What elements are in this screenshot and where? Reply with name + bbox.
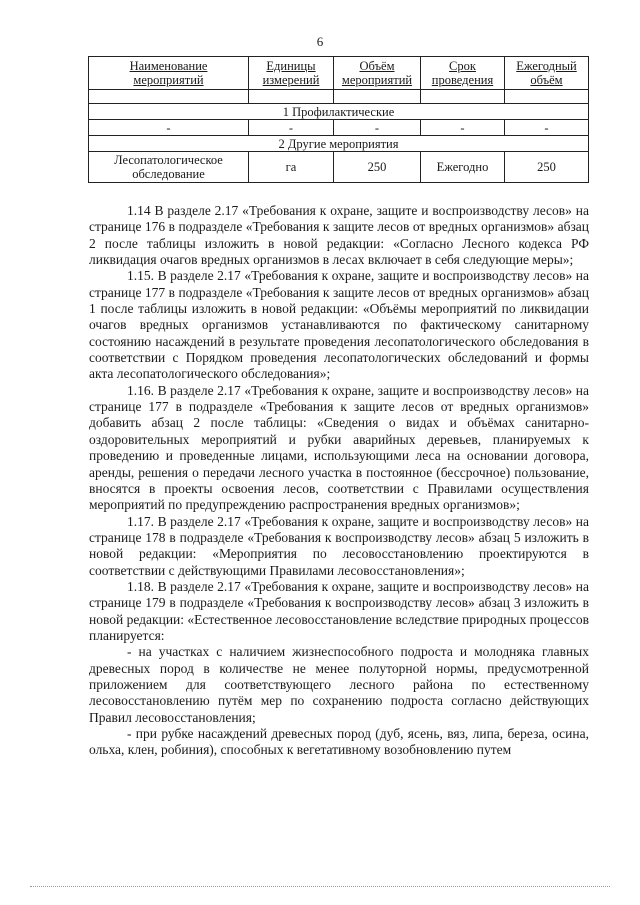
table-cell: - [505,120,589,136]
measures-table [88,56,589,183]
header-annual: Ежегодный объём [505,57,589,90]
table-cell: - [334,120,421,136]
table-cell: - [89,120,249,136]
section-title: 1 Профилактические [89,104,589,120]
paragraph: 1.17. В разделе 2.17 «Требования к охране, защите и воспроизводству лесов» на странице 178 в подразделе «Требования к воспроизводству лесов» абзац 5 изложить в новой редакции: «Мероприятия по лесовосстановлению проектируются в соответствии с действующими Правилами лесовосстановления»; [89,513,589,578]
table-header-row [89,57,589,90]
table-cell: - [249,120,334,136]
header-term: Срок проведения [421,57,505,90]
header-units: Единицы измерений [249,57,334,90]
table-section-row [89,136,589,152]
section-title: 2 Другие мероприятия [89,136,589,152]
table-cell: га [249,152,334,183]
table-cell: Лесопатологическое обследование [89,152,249,183]
header-name: Наименование мероприятий [89,57,249,90]
paragraph: 1.14 В разделе 2.17 «Требования к охране, защите и воспроизводству лесов» на странице 176 в подразделе «Требования к защите лесов от вредных организмов» абзац 2 после таблицы изложить в новой редакции: «Согласно Лесного кодекса РФ ликвидация очагов вредных организмов в лесах включает в себя следующие меры»; [89,203,589,268]
header-volume: Объём мероприятий [334,57,421,90]
list-item: - при рубке насаждений древесных пород (дуб, ясень, вяз, липа, береза, осина, ольха, клен, робиния), способных к вегетативному возобновлению путем [89,726,589,758]
table-cell: 250 [505,152,589,183]
table-cell: Ежегодно [421,152,505,183]
paragraph: 1.15. В разделе 2.17 «Требования к охране, защите и воспроизводству лесов» на странице 177 в подразделе «Требования к защите лесов от вредных организмов» абзац 1 после таблицы изложить в новой редакции: «Объёмы мероприятий по ликвидации очагов вредных организмов устанавливаются по фактическому санитарному состоянию насаждений в результате проведения лесопатологического обследования в соответствии с Порядком проведения лесопатологических обследований и формы акта лесопатологического обследования»; [89,268,589,382]
list-item: - на участках с наличием жизнеспособного подроста и молодняка главных древесных пород в количестве не менее полуторной нормы, предусмотренной приложением для соответствующего лесного района по естественному лесовосстановлению путём мер по сохранению подроста согласно действующих Правил лесовосстановления; [89,644,589,725]
paragraph: 1.16. В разделе 2.17 «Требования к охране, защите и воспроизводству лесов» на странице 177 в подразделе «Требования к защите лесов от вредных организмов» добавить абзац 2 после таблицы: «Сведения о видах и объёмах санитарно-оздоровительных мероприятий и рубки аварийных деревьев, планируемых к проведению и проведенные лицами, использующими леса на основании договора, аренды, решения о передачи лесного участка в постоянное (бессрочное) пользование, вносятся в проекты освоения лесов, соответствии с Правилами осуществления мероприятий по предупреждению распространения вредных организмов»; [89,382,589,513]
page-number: 6 [316,34,324,49]
table-section-row [89,104,589,120]
footer-divider [30,886,610,887]
table-row [89,152,589,183]
table-spacer-row [89,90,589,104]
paragraph: 1.18. В разделе 2.17 «Требования к охране, защите и воспроизводству лесов» на странице 179 в подразделе «Требования к воспроизводству лесов» абзац 3 изложить в новой редакции: «Естественное лесовосстановление вследствие природных процессов планируется: [89,578,589,643]
table-cell: 250 [334,152,421,183]
table-row [89,120,589,136]
table-cell: - [421,120,505,136]
document-body [89,203,589,759]
